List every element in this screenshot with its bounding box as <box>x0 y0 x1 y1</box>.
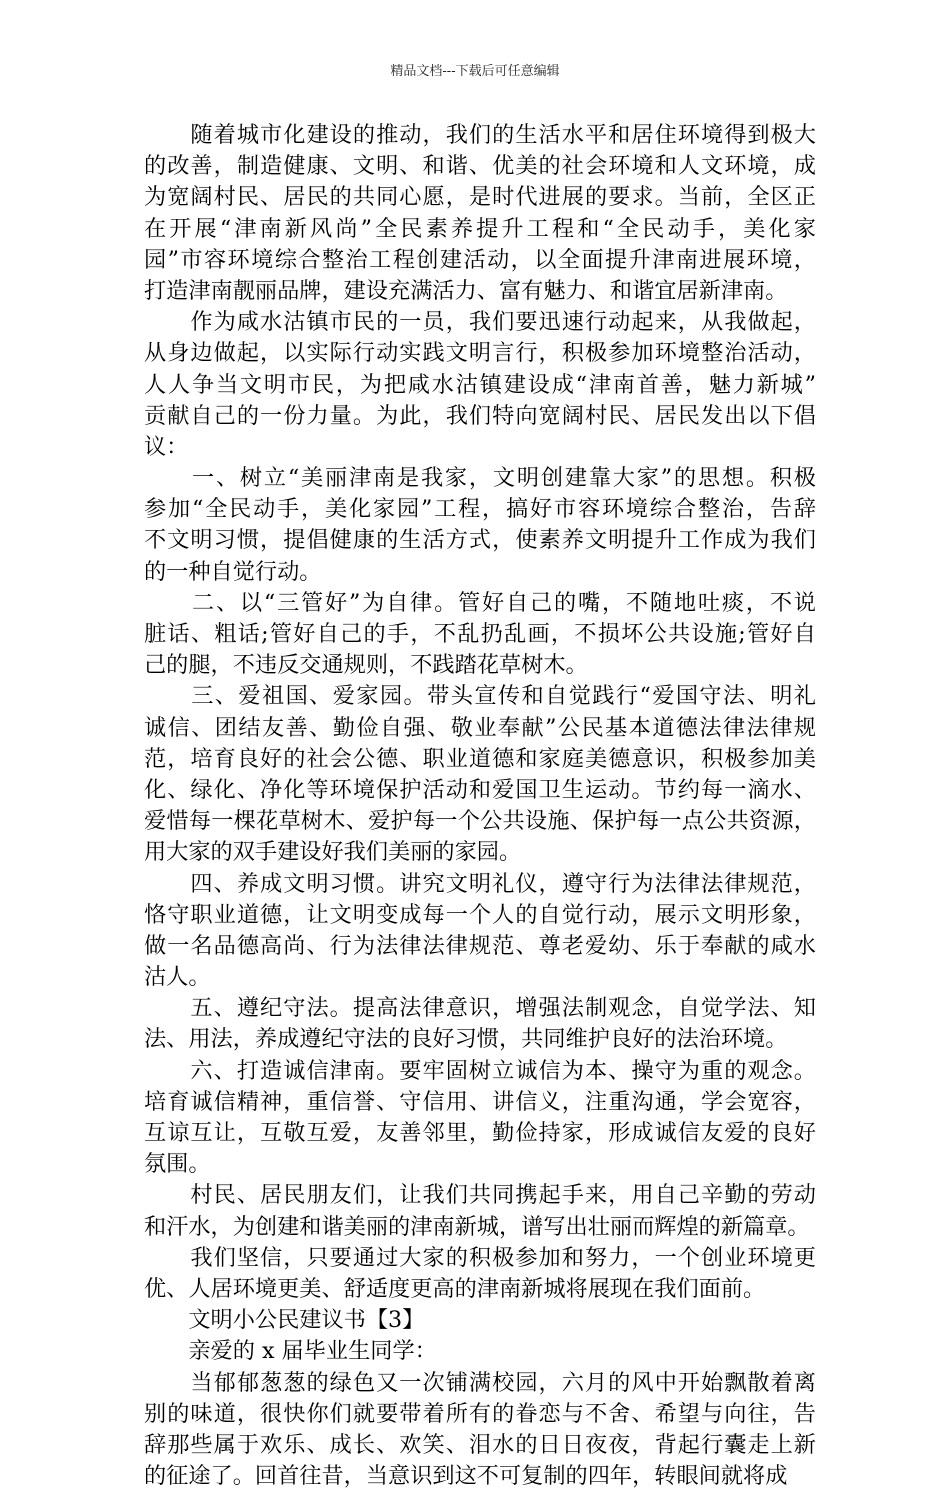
text-line: 辞那些属于欢乐、成长、欢笑、泪水的日日夜夜，背起行囊走上新 <box>144 1431 816 1458</box>
text-line: 从身边做起，以实际行动实践文明言行，积极参加环境整治活动， <box>144 340 816 367</box>
text-line: 打造津南靓丽品牌，建设充满活力、富有魅力、和谐宜居新津南。 <box>144 277 788 304</box>
document-body <box>144 120 816 1492</box>
text-line: 化、绿化、净化等环境保护活动和爱国卫生运动。节约每一滴水、 <box>144 776 816 803</box>
text-line: 的征途了。回首往昔，当意识到这不可复制的四年，转眼间就将成 <box>144 1463 788 1490</box>
text-line: 的一种自觉行动。 <box>144 558 322 585</box>
text-line: 培育诚信精神，重信誉、守信用、讲信义，注重沟通，学会宽容， <box>144 1088 816 1115</box>
text-line: 用大家的双手建设好我们美丽的家园。 <box>144 839 522 866</box>
text-line: 优、人居环境更美、舒适度更高的津南新城将展现在我们面前。 <box>144 1275 766 1302</box>
text-line: 互谅互让，互敬互爱，友善邻里，勤俭持家，形成诚信友爱的良好 <box>144 1120 816 1146</box>
text-line: 六、打造诚信津南。要牢固树立诚信为本、操守为重的观念。 <box>144 1057 816 1084</box>
text-line: 和汗水，为创建和谐美丽的津南新城，谱写出壮丽而辉煌的新篇章。 <box>144 1213 810 1240</box>
text-line: 随着城市化建设的推动，我们的生活水平和居住环境得到极大 <box>144 122 816 148</box>
text-line: 文明小公民建议书【3】 <box>144 1307 425 1334</box>
text-line: 恪守职业道德，让文明变成每一个人的自觉行动，展示文明形象， <box>144 901 816 928</box>
text-line: 村民、居民朋友们，让我们共同携起手来，用自己辛勤的劳动 <box>144 1182 816 1209</box>
text-line: 沽人。 <box>144 964 211 991</box>
text-line: 二、以“三管好”为自律。管好自己的嘴，不随地吐痰，不说 <box>144 589 816 616</box>
text-line: 亲爱的 x 届毕业生同学： <box>144 1338 437 1365</box>
text-line: 己的腿，不违反交通规则，不践踏花草树木。 <box>144 652 588 679</box>
text-line: 我们坚信，只要通过大家的积极参加和努力，一个创业环境更 <box>144 1244 816 1271</box>
text-line: 为宽阔村民、居民的共同心愿，是时代进展的要求。当前，全区正 <box>144 184 816 211</box>
text-line: 五、遵纪守法。提高法律意识，增强法制观念，自觉学法、知 <box>144 995 816 1022</box>
text-line: 爱惜每一棵花草树木、爱护每一个公共设施、保护每一点公共资源， <box>144 808 816 835</box>
text-line: 一、树立“美丽津南是我家，文明创建靠大家”的思想。积极 <box>144 465 816 492</box>
text-line: 园”市容环境综合整治工程创建活动，以全面提升津南进展环境， <box>144 246 816 273</box>
text-line: 三、爱祖国、爱家园。带头宣传和自觉践行“爱国守法、明礼 <box>144 683 816 710</box>
text-line: 范，培育良好的社会公德、职业道德和家庭美德意识，积极参加美 <box>144 745 816 772</box>
text-line: 别的味道，很快你们就要带着所有的眷恋与不舍、希望与向往，告 <box>144 1400 816 1427</box>
text-line: 的改善，制造健康、文明、和谐、优美的社会环境和人文环境，成 <box>144 153 816 180</box>
text-line: 贡献自己的一份力量。为此，我们特向宽阔村民、居民发出以下倡 <box>144 402 816 429</box>
text-line: 脏话、粗话;管好自己的手，不乱扔乱画，不损坏公共设施;管好自 <box>144 621 816 647</box>
text-line: 氛围。 <box>144 1151 211 1178</box>
text-line: 在开展“津南新风尚”全民素养提升工程和“全民动手，美化家 <box>144 215 816 242</box>
text-line: 议： <box>144 433 189 460</box>
text-line: 四、养成文明习惯。讲究文明礼仪，遵守行为法律法律规范， <box>144 870 816 897</box>
text-line: 参加“全民动手，美化家园”工程，搞好市容环境综合整治，告辞 <box>144 496 816 523</box>
text-line: 不文明习惯，提倡健康的生活方式，使素养文明提升工作成为我们 <box>144 527 816 554</box>
text-line: 做一名品德高尚、行为法律法律规范、尊老爱幼、乐于奉献的咸水 <box>144 932 816 959</box>
text-line: 当郁郁葱葱的绿色又一次铺满校园，六月的风中开始飘散着离 <box>144 1369 816 1396</box>
text-line: 作为咸水沽镇市民的一员，我们要迅速行动起来，从我做起， <box>144 309 816 336</box>
text-line: 人人争当文明市民，为把咸水沽镇建设成“津南首善，魅力新城” <box>144 371 816 398</box>
text-line: 诚信、团结友善、勤俭自强、敬业奉献”公民基本道德法律法律规 <box>144 714 816 741</box>
page-header: 精品文档---下载后可任意编辑 <box>390 64 560 79</box>
text-line: 法、用法，养成遵纪守法的良好习惯，共同维护良好的法治环境。 <box>144 1026 788 1053</box>
